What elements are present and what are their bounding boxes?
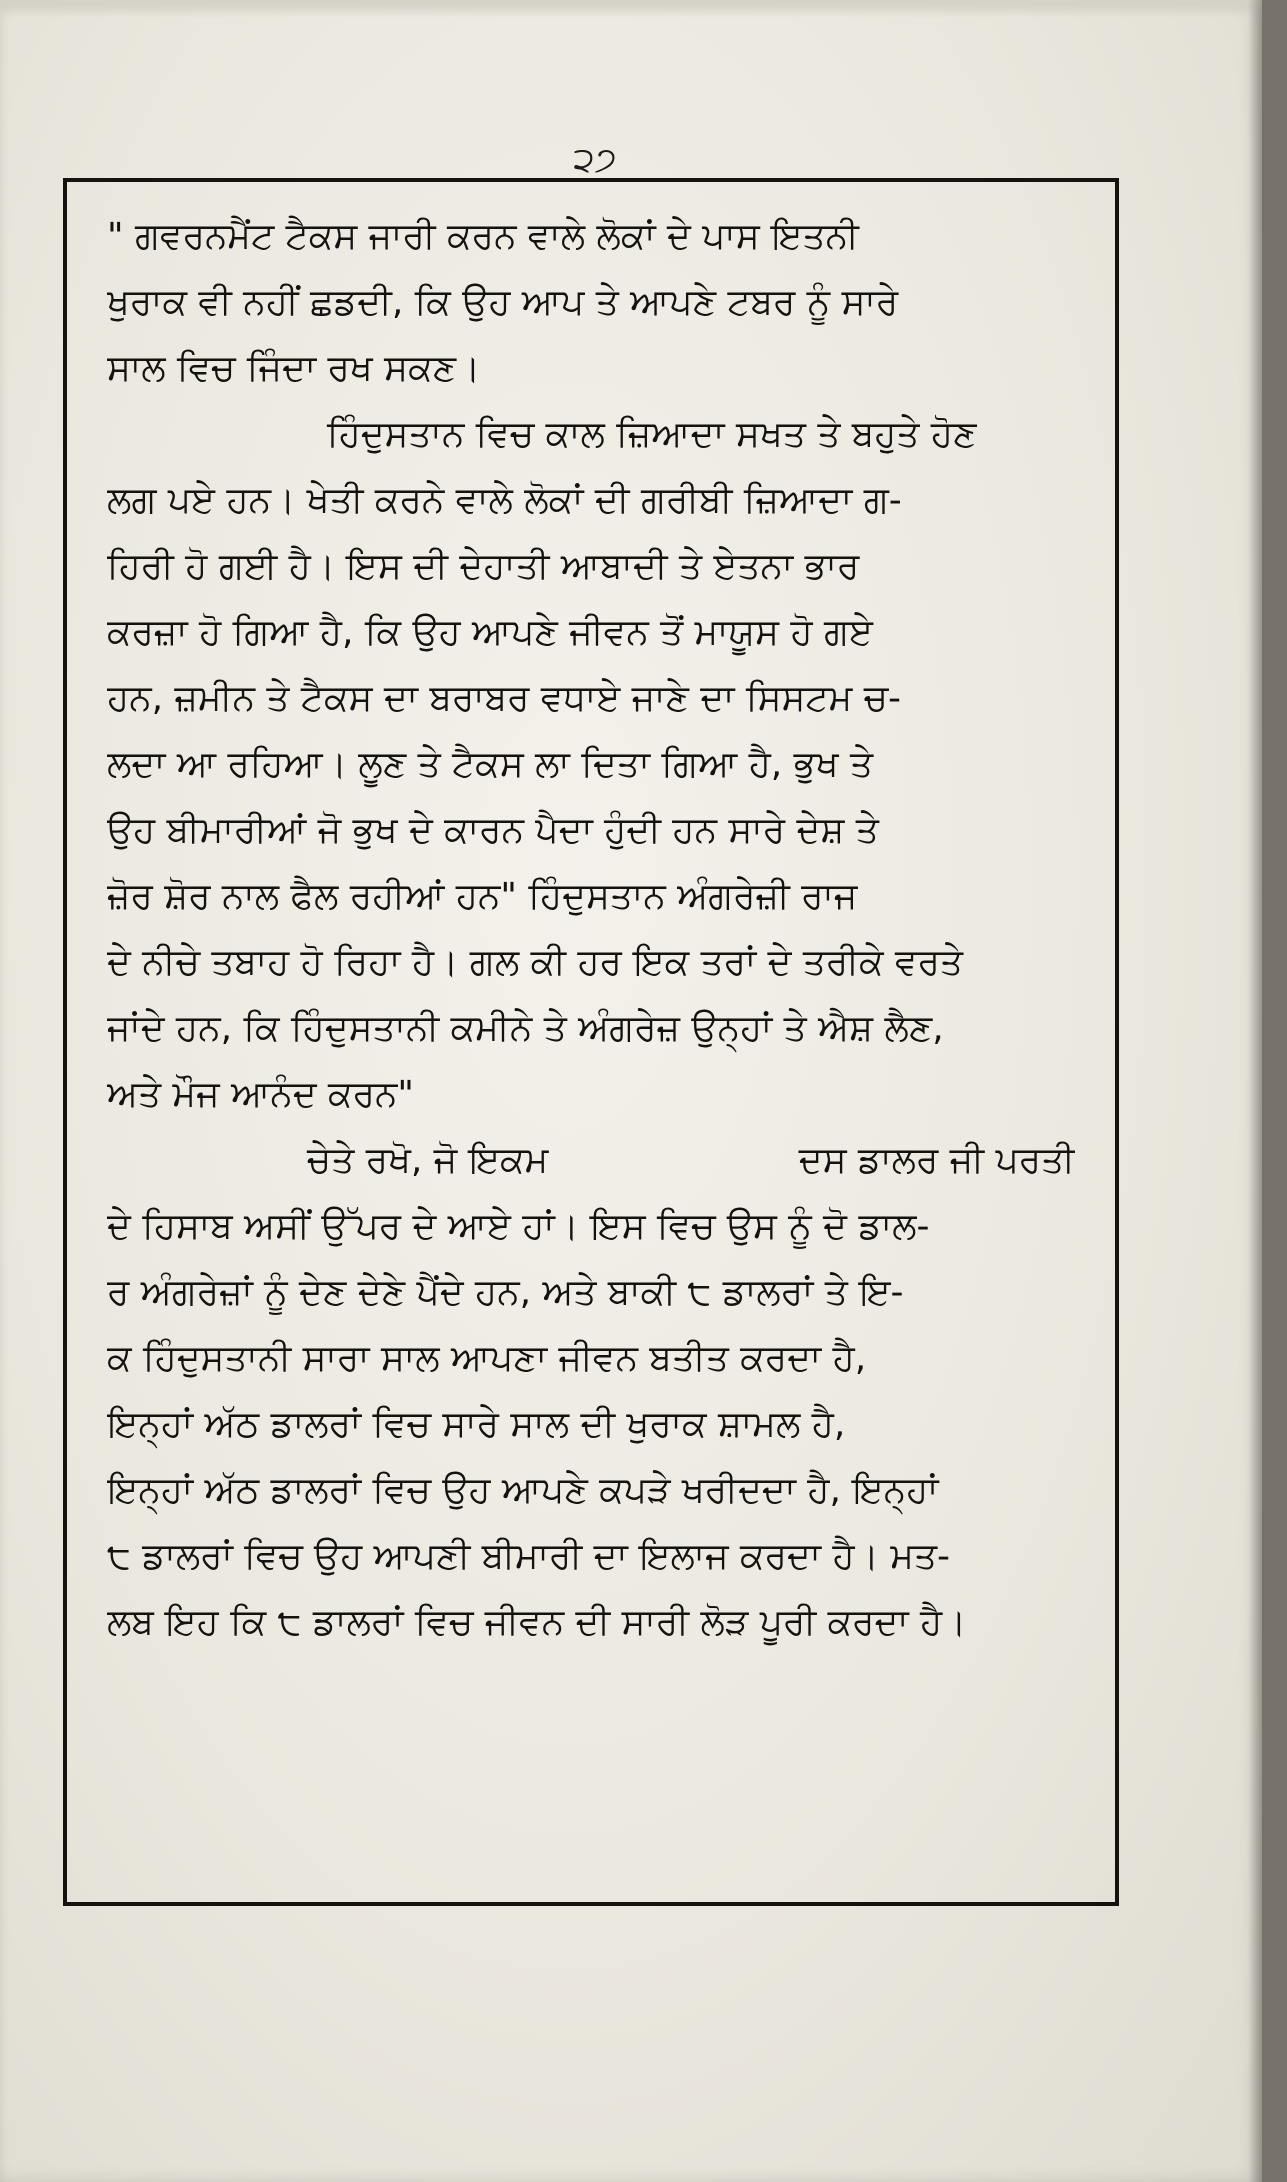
text-line: ਰ ਅੰਗਰੇਜ਼ਾਂ ਨੂੰ ਦੇਣ ਦੇਣੇ ਪੈਂਦੇ ਹਨ, ਅਤੇ ਬਾਕੀ ੮ ਡਾਲਰਾਂ ਤੇ ਇ- [107, 1272, 904, 1313]
text-line: ਲਦਾ ਆ ਰਹਿਆ। ਲੂਣ ਤੇ ਟੈਕਸ ਲਾ ਦਿਤਾ ਗਿਆ ਹੈ, ਭੁਖ ਤੇ [107, 744, 874, 785]
page-number: ੨੭ [573, 140, 617, 180]
text-line: ਹਿਰੀ ਹੋ ਗਈ ਹੈ। ਇਸ ਦੀ ਦੇਹਾਤੀ ਆਬਾਦੀ ਤੇ ਏਤਨਾ ਭਾਰ [107, 546, 860, 587]
text-line: ਇਨ੍ਹਾਂ ਅੱਠ ਡਾਲਰਾਂ ਵਿਚ ਸਾਰੇ ਸਾਲ ਦੀ ਖੁਰਾਕ ਸ਼ਾਮਲ ਹੈ, [107, 1404, 846, 1445]
text-line: ਲਬ ਇਹ ਕਿ ੮ ਡਾਲਰਾਂ ਵਿਚ ਜੀਵਨ ਦੀ ਸਾਰੀ ਲੋੜ ਪੂਰੀ ਕਰਦਾ ਹੈ। [107, 1602, 967, 1643]
text-line: ਕ ਹਿੰਦੁਸਤਾਨੀ ਸਾਰਾ ਸਾਲ ਆਪਣਾ ਜੀਵਨ ਬਤੀਤ ਕਰਦਾ ਹੈ, [107, 1338, 867, 1379]
text-line: ਹਨ, ਜ਼ਮੀਨ ਤੇ ਟੈਕਸ ਦਾ ਬਰਾਬਰ ਵਧਾਏ ਜਾਣੇ ਦਾ ਸਿਸਟਮ ਚ- [107, 678, 901, 719]
text-line: ੮ ਡਾਲਰਾਂ ਵਿਚ ਉਹ ਆਪਣੀ ਬੀਮਾਰੀ ਦਾ ਇਲਾਜ ਕਰਦਾ ਹੈ। ਮਤ- [107, 1536, 951, 1577]
text-line: ਕਰਜ਼ਾ ਹੋ ਗਿਆ ਹੈ, ਕਿ ਉਹ ਆਪਣੇ ਜੀਵਨ ਤੋਂ ਮਾਯੂਸ ਹੋ ਗਏ [107, 612, 873, 653]
text-line: ਉਹ ਬੀਮਾਰੀਆਂ ਜੋ ਭੁਖ ਦੇ ਕਾਰਨ ਪੈਦਾ ਹੁੰਦੀ ਹਨ ਸਾਰੇ ਦੇਸ਼ ਤੇ [107, 810, 879, 851]
bordered-text-frame [63, 178, 1119, 1906]
text-line: ਦੇ ਹਿਸਾਬ ਅਸੀਂ ਉੱਪਰ ਦੇ ਆਏ ਹਾਂ। ਇਸ ਵਿਚ ਉਸ ਨੂੰ ਦੋ ਡਾਲ- [107, 1206, 930, 1247]
text-line: ਇਨ੍ਹਾਂ ਅੱਠ ਡਾਲਰਾਂ ਵਿਚ ਉਹ ਆਪਣੇ ਕਪੜੇ ਖਰੀਦਦਾ ਹੈ, ਇਨ੍ਹਾਂ [107, 1470, 939, 1511]
text-line: ਜ਼ੋਰ ਸ਼ੋਰ ਨਾਲ ਫੈਲ ਰਹੀਆਂ ਹਨ" ਹਿੰਦੁਸਤਾਨ ਅੰਗਰੇਜ਼ੀ ਰਾਜ [107, 876, 858, 917]
text-line: ਅਤੇ ਮੌਜ ਆਨੰਦ ਕਰਨ" [107, 1074, 414, 1115]
text-line: ਦੇ ਨੀਚੇ ਤਬਾਹ ਹੋ ਰਿਹਾ ਹੈ। ਗਲ ਕੀ ਹਰ ਇਕ ਤਰਾਂ ਦੇ ਤਰੀਕੇ ਵਰਤੇ [107, 942, 963, 983]
text-line: ਸਾਲ ਵਿਚ ਜਿੰਦਾ ਰਖ ਸਕਣ। [107, 348, 481, 389]
subheading-right: ਦਸ ਡਾਲਰ ਜੀ ਪਰਤੀ [798, 1140, 1075, 1181]
page-top-edge [0, 0, 1262, 18]
handwritten-body-text [107, 204, 1075, 1656]
subheading-left: ਚੇਤੇ ਰਖੋ, ਜੋ ਇਕਮ [307, 1140, 549, 1181]
paragraph-start-line: ਹਿੰਦੁਸਤਾਨ ਵਿਚ ਕਾਲ ਜ਼ਿਆਦਾ ਸਖਤ ਤੇ ਬਹੁਤੇ ਹੋਣ [327, 414, 977, 455]
text-line: ਜਾਂਦੇ ਹਨ, ਕਿ ਹਿੰਦੁਸਤਾਨੀ ਕਮੀਨੇ ਤੇ ਅੰਗਰੇਜ਼ ਉਨ੍ਹਾਂ ਤੇ ਐਸ਼ ਲੈਣ, [107, 1008, 944, 1049]
text-line: ਖੁਰਾਕ ਵੀ ਨਹੀਂ ਛਡਦੀ, ਕਿ ਉਹ ਆਪ ਤੇ ਆਪਣੇ ਟਬਰ ਨੂੰ ਸਾਰੇ [107, 282, 899, 323]
subheading-line [107, 1128, 1075, 1194]
text-line: ਲਗ ਪਏ ਹਨ। ਖੇਤੀ ਕਰਨੇ ਵਾਲੇ ਲੋਕਾਂ ਦੀ ਗਰੀਬੀ ਜ਼ਿਆਦਾ ਗ- [107, 480, 902, 521]
text-line: " ਗਵਰਨਮੈਂਟ ਟੈਕਸ ਜਾਰੀ ਕਰਨ ਵਾਲੇ ਲੋਕਾਂ ਦੇ ਪਾਸ ਇਤਨੀ [107, 216, 859, 257]
